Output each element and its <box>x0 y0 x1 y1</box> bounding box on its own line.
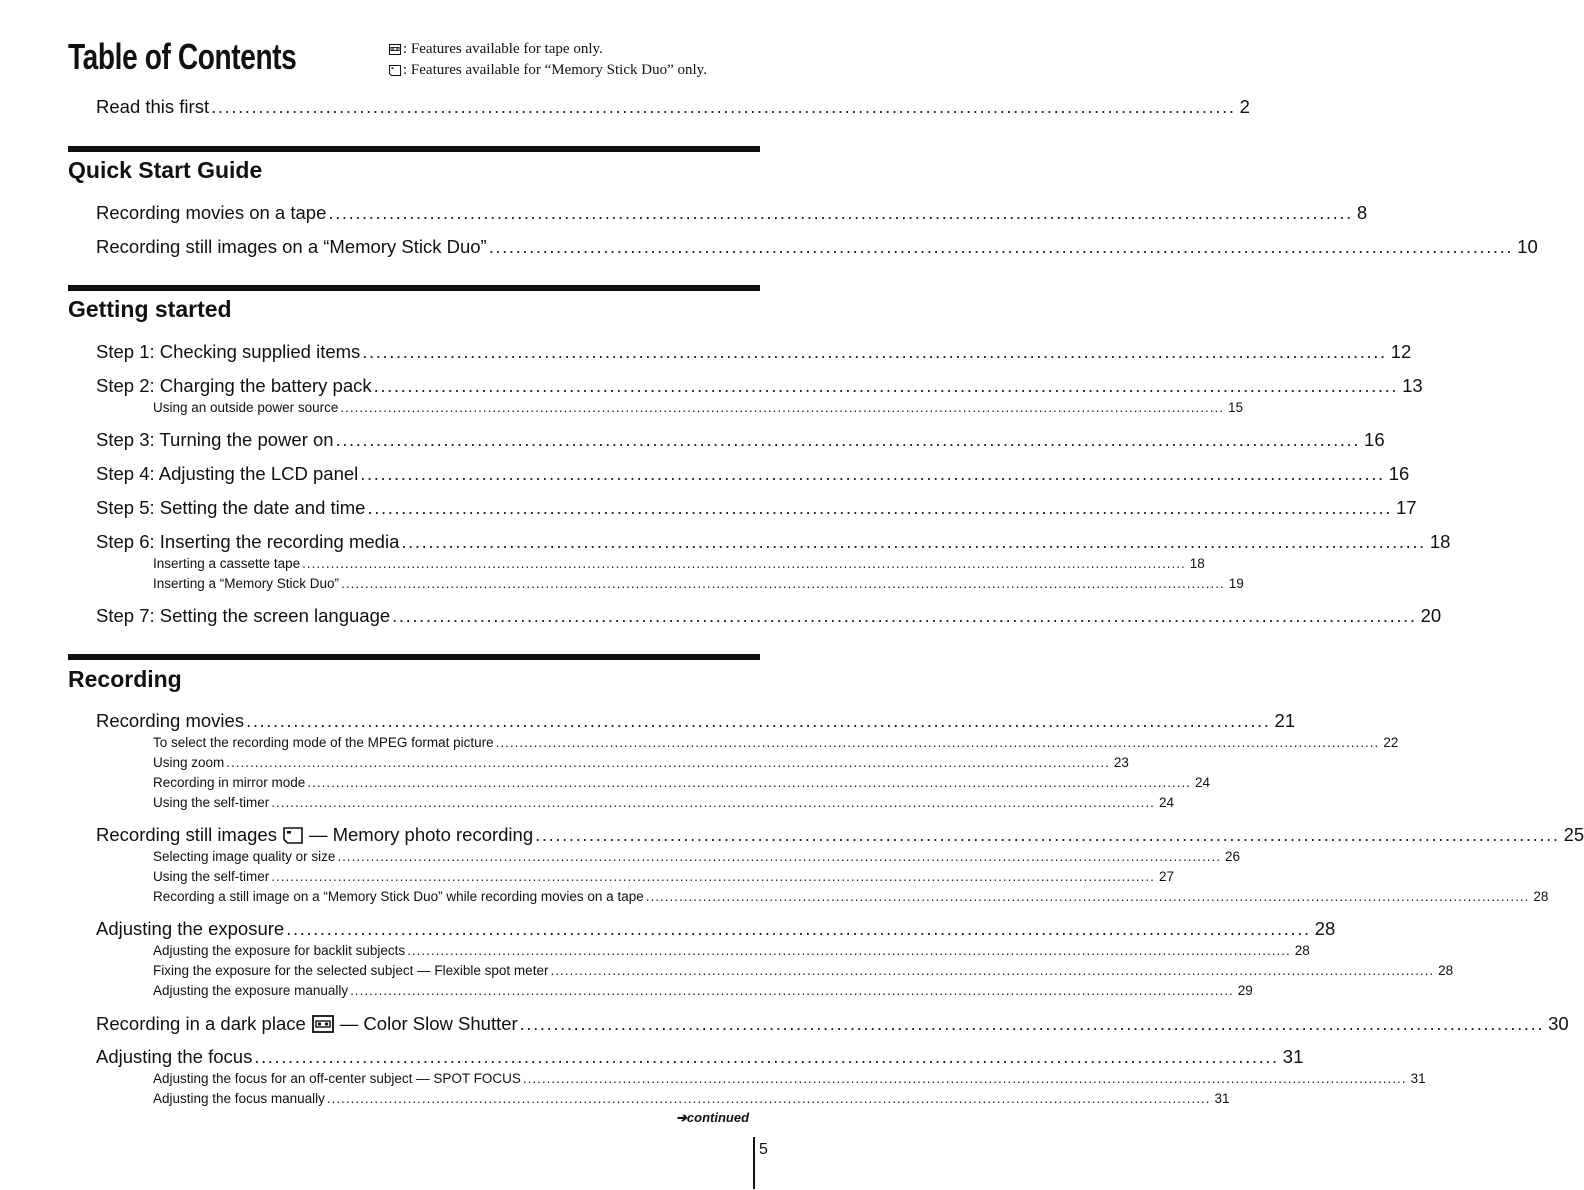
leader-dots: .......................................................................................................................................................................................... <box>495 735 1380 750</box>
toc-entry[interactable] <box>96 497 1417 521</box>
subentry-label: Using the self-timer <box>153 795 270 810</box>
subentry-page: 19 <box>1228 576 1244 591</box>
leader-dots: ........................................................................................................................................................ <box>328 202 1353 223</box>
subentry-page: 24 <box>1158 795 1174 810</box>
toc-subentry[interactable] <box>153 983 1253 1001</box>
toc-entry[interactable] <box>96 531 1451 555</box>
section-divider <box>68 146 760 152</box>
leader-dots: .......................................................................................................................................................................................... <box>302 556 1186 571</box>
leader-dots: .......................................................................................................................................................................................... <box>271 869 1155 884</box>
entry-label: Recording in a dark place <box>96 1013 306 1034</box>
leader-dots: .......................................................................................................................................................................................... <box>340 400 1224 415</box>
entry-page: 18 <box>1429 531 1451 552</box>
leader-dots: ........................................................................................................................................................ <box>367 497 1392 518</box>
leader-dots: .......................................................................................................................................................................................... <box>271 795 1155 810</box>
leader-dots: .......................................................................................................................................................................................... <box>645 889 1530 904</box>
entry-label: Recording movies on a tape <box>96 202 327 223</box>
entry-label-suffix: — Memory photo recording <box>308 824 534 845</box>
subentry-label: Inserting a cassette tape <box>153 556 301 571</box>
toc-subentry[interactable] <box>153 1091 1230 1109</box>
arrow-right-icon: ➔ <box>676 1110 687 1125</box>
legend-tape-text: : Features available for tape only. <box>403 41 603 57</box>
toc-subentry[interactable] <box>153 735 1399 753</box>
toc-entry[interactable] <box>96 202 1368 226</box>
toc-entry[interactable] <box>96 918 1336 942</box>
entry-label: Adjusting the focus <box>96 1046 253 1067</box>
leader-dots: ........................................................................................................................................................ <box>392 605 1417 626</box>
subentry-label: To select the recording mode of the MPEG format picture <box>153 735 494 750</box>
subentry-page: 29 <box>1237 983 1253 998</box>
leader-dots: ........................................................................................................................................................ <box>535 824 1560 845</box>
toc-subentry[interactable] <box>153 775 1210 793</box>
entry-page: 12 <box>1390 341 1412 362</box>
toc-entry[interactable] <box>96 1012 1569 1036</box>
toc-entry[interactable] <box>96 375 1423 399</box>
section-divider <box>68 285 760 291</box>
leader-dots: .......................................................................................................................................................................................... <box>326 1091 1211 1106</box>
subentry-label: Recording in mirror mode <box>153 775 306 790</box>
subentry-page: 28 <box>1533 889 1549 904</box>
entry-label: Adjusting the exposure <box>96 918 285 939</box>
toc-subentry[interactable] <box>153 400 1244 418</box>
section-title-quick-start: Quick Start Guide <box>68 157 263 183</box>
leader-dots: ........................................................................................................................................................ <box>373 375 1399 396</box>
subentry-label: Adjusting the exposure for backlit subjects <box>153 943 406 958</box>
leader-dots: ........................................................................................................................................................ <box>519 1013 1545 1034</box>
entry-page: 16 <box>1364 429 1385 450</box>
entry-label: Recording movies <box>96 710 245 731</box>
subentry-page: 28 <box>1294 943 1310 958</box>
leader-dots: ........................................................................................................................................................ <box>335 429 1361 450</box>
entry-label: Step 2: Charging the battery pack <box>96 375 372 396</box>
leader-dots: ........................................................................................................................................................ <box>401 531 1426 552</box>
toc-subentry[interactable] <box>153 869 1174 887</box>
subentry-label: Adjusting the exposure manually <box>153 983 349 998</box>
entry-label: Recording still images <box>96 824 277 845</box>
toc-entry[interactable] <box>96 236 1538 260</box>
leader-dots: ........................................................................................................................................................ <box>211 96 1236 117</box>
continued-marker <box>676 1110 749 1126</box>
section-title-recording: Recording <box>68 666 182 692</box>
memory-stick-icon <box>283 827 303 844</box>
leader-dots: ........................................................................................................................................................ <box>362 341 1387 362</box>
memory-stick-icon <box>389 65 401 76</box>
leader-dots: .......................................................................................................................................................................................... <box>341 576 1225 591</box>
entry-label: Step 3: Turning the power on <box>96 429 334 450</box>
subentry-label: Using an outside power source <box>153 400 339 415</box>
legend-tape <box>389 41 603 58</box>
legend-memory-stick <box>389 62 707 79</box>
entry-page: 16 <box>1388 463 1410 484</box>
entry-page: 31 <box>1282 1046 1304 1067</box>
leader-dots: ........................................................................................................................................................ <box>254 1046 1279 1067</box>
page-title: Table of Contents <box>68 36 297 77</box>
leader-dots: ........................................................................................................................................................ <box>246 710 1271 731</box>
leader-dots: ........................................................................................................................................................ <box>488 236 1514 257</box>
leader-dots: ........................................................................................................................................................ <box>286 918 1311 939</box>
leader-dots: ........................................................................................................................................................ <box>360 463 1385 484</box>
toc-entry[interactable] <box>96 824 1584 848</box>
subentry-page: 24 <box>1194 775 1210 790</box>
entry-label: Step 4: Adjusting the LCD panel <box>96 463 359 484</box>
subentry-page: 23 <box>1113 755 1129 770</box>
leader-dots: .......................................................................................................................................................................................... <box>307 775 1191 790</box>
entry-page: 17 <box>1395 497 1417 518</box>
leader-dots: .......................................................................................................................................................................................... <box>337 849 1221 864</box>
entry-page: 10 <box>1517 236 1538 257</box>
subentry-label: Using the self-timer <box>153 869 270 884</box>
toc-subentry[interactable] <box>153 556 1205 574</box>
toc-entry-read-this-first[interactable] <box>96 96 1250 120</box>
leader-dots: .......................................................................................................................................................................................... <box>550 963 1435 978</box>
entry-page: 30 <box>1548 1013 1569 1034</box>
leader-dots: .......................................................................................................................................................................................... <box>226 755 1110 770</box>
toc-entry[interactable] <box>96 463 1410 487</box>
leader-dots: .......................................................................................................................................................................................... <box>407 943 1291 958</box>
toc-subentry[interactable] <box>153 1071 1426 1089</box>
page-number-rule <box>753 1137 755 1189</box>
section-divider <box>68 654 760 660</box>
toc-entry[interactable] <box>96 341 1412 365</box>
subentry-label: Selecting image quality or size <box>153 849 336 864</box>
entry-page: 2 <box>1239 96 1250 117</box>
toc-entry[interactable] <box>96 1046 1304 1070</box>
subentry-page: 26 <box>1224 849 1241 864</box>
toc-entry[interactable] <box>96 605 1442 629</box>
toc-subentry[interactable] <box>153 963 1454 981</box>
toc-subentry[interactable] <box>153 889 1549 907</box>
section-title-getting-started: Getting started <box>68 296 232 322</box>
page-number: 5 <box>759 1141 768 1158</box>
subentry-label: Using zoom <box>153 755 225 770</box>
subentry-label: Adjusting the focus for an off-center subject — SPOT FOCUS <box>153 1071 521 1086</box>
entry-page: 21 <box>1274 710 1296 731</box>
cassette-tape-icon <box>389 44 401 55</box>
continued-text: continued <box>686 1110 750 1125</box>
subentry-page: 18 <box>1189 556 1205 571</box>
subentry-page: 28 <box>1438 963 1454 978</box>
entry-label: Step 5: Setting the date and time <box>96 497 366 518</box>
subentry-page: 31 <box>1214 1091 1230 1106</box>
entry-label: Step 1: Checking supplied items <box>96 341 361 362</box>
subentry-label: Inserting a “Memory Stick Duo” <box>153 576 340 591</box>
entry-page: 20 <box>1420 605 1442 626</box>
toc-entry[interactable] <box>96 429 1385 453</box>
toc-subentry[interactable] <box>153 849 1241 867</box>
entry-label: Read this first <box>96 96 210 117</box>
entry-label: Step 7: Setting the screen language <box>96 605 391 626</box>
legend-memory-stick-text: : Features available for “Memory Stick Duo” only. <box>403 62 707 78</box>
subentry-label: Fixing the exposure for the selected subject — Flexible spot meter <box>153 963 549 978</box>
leader-dots: .......................................................................................................................................................................................... <box>350 983 1234 998</box>
subentry-page: 22 <box>1383 735 1399 750</box>
entry-label: Recording still images on a “Memory Stick Duo” <box>96 236 487 257</box>
subentry-label: Recording a still image on a “Memory Stick Duo” while recording movies on a tape <box>153 889 644 904</box>
toc-subentry[interactable] <box>153 755 1129 773</box>
entry-page: 25 <box>1563 824 1584 845</box>
entry-page: 28 <box>1314 918 1336 939</box>
subentry-page: 15 <box>1228 400 1244 415</box>
entry-page: 8 <box>1356 202 1368 223</box>
toc-subentry[interactable] <box>153 576 1244 594</box>
leader-dots: .......................................................................................................................................................................................... <box>522 1071 1407 1086</box>
toc-subentry[interactable] <box>153 795 1174 813</box>
subentry-label: Adjusting the focus manually <box>153 1091 325 1106</box>
entry-label-suffix: — Color Slow Shutter <box>339 1013 518 1034</box>
toc-entry[interactable] <box>96 710 1296 734</box>
cassette-tape-icon <box>312 1015 334 1033</box>
subentry-page: 31 <box>1410 1071 1426 1086</box>
subentry-page: 27 <box>1158 869 1174 884</box>
entry-page: 13 <box>1402 375 1423 396</box>
entry-label: Step 6: Inserting the recording media <box>96 531 400 552</box>
toc-subentry[interactable] <box>153 943 1310 961</box>
